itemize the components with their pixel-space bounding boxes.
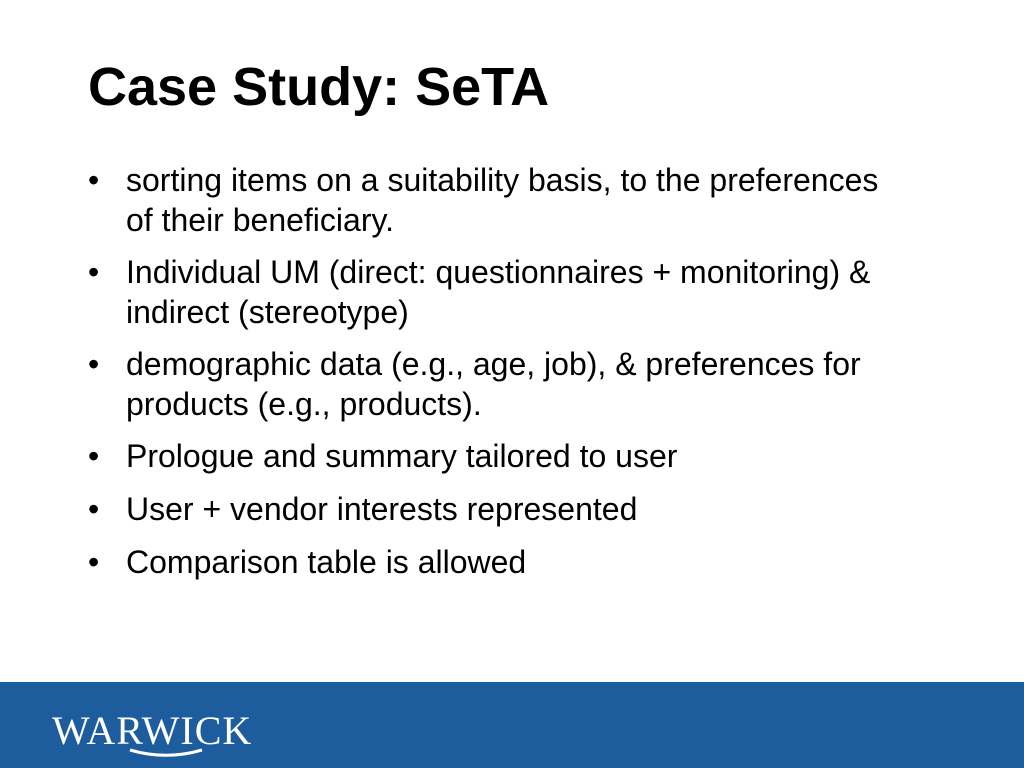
bullet-text: User + vendor interests represented (126, 491, 638, 527)
bullet-marker: • (88, 254, 100, 290)
bullet-marker: • (88, 544, 100, 580)
slide-title: Case Study: SeTA (88, 57, 550, 117)
bullet-list (88, 160, 888, 595)
bullet-item (88, 436, 888, 476)
bullet-marker: • (88, 438, 100, 474)
bullet-text: Comparison table is allowed (126, 544, 527, 580)
bullet-item (88, 542, 888, 582)
warwick-logo (52, 706, 292, 753)
bullet-item (88, 344, 888, 424)
bullet-marker: • (88, 162, 100, 198)
bullet-text: Individual UM (direct: questionnaires + monitoring) & indirect (stereotype) (126, 254, 871, 330)
bullet-item (88, 489, 888, 529)
bullet-item (88, 160, 888, 240)
warwick-logo-mark (52, 706, 292, 758)
footer-bar (0, 682, 1024, 768)
bullet-marker: • (88, 491, 100, 527)
bullet-text: sorting items on a suitability basis, to the preferences of their beneficiary. (126, 162, 879, 238)
bullet-text: demographic data (e.g., age, job), & preferences for products (e.g., products). (126, 346, 861, 422)
warwick-logo-text: WARWICK (52, 708, 253, 753)
bullet-item (88, 252, 888, 332)
bullet-marker: • (88, 346, 100, 382)
bullet-text: Prologue and summary tailored to user (126, 438, 678, 474)
